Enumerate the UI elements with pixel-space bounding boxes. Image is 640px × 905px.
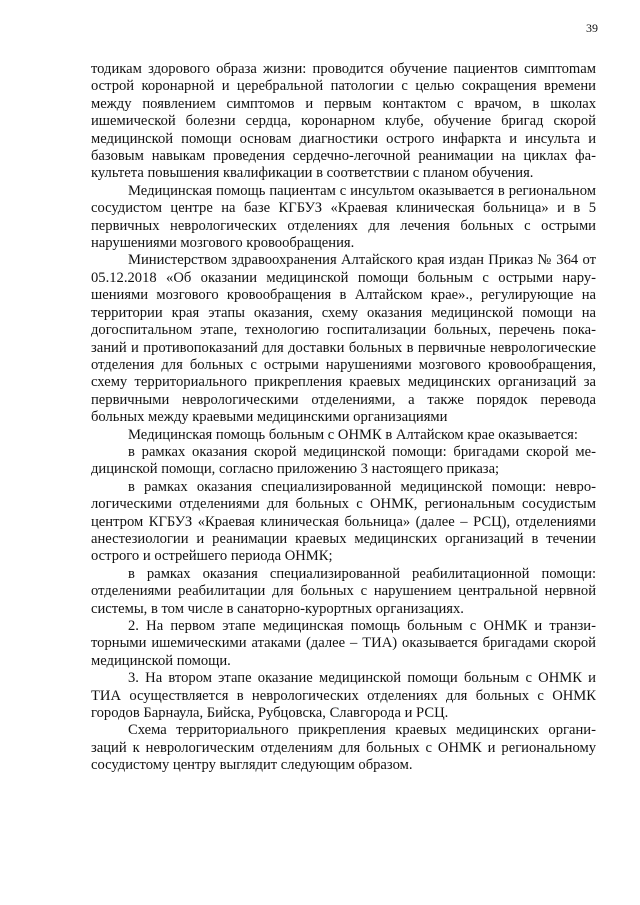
paragraph-order-364: Министерством здравоохранения Алтайского края издан Приказ № 364 от 05.12.2018 «Об оказании медицинской помощи больным с острыми нарушениями мозгового кровообращения в Алтайском крае»., регулирующие на территории края этапы оказания, схему оказания медицинской помощи на догоспитальном этапе, технологию госпитализации больных, перечень показаний и противопоказаний для доставки больных в первичные неврологические отделения для больных с острыми нарушениями мозгового кровообращения, схему территориального прикрепления краевых медицинских организаций за первичными неврологическими отделениями, а также порядок перевода больных между краевыми медицинскими организациями: [91, 252, 596, 426]
paragraph-stroke-center: Медицинская помощь пациентам с инсультом оказывается в региональном сосудистом центре на базе КГБУЗ «Краевая клиническая больница» и в 5 первичных неврологических отделениях для лечения больных с острыми нарушениями мозгового кровообращения.: [91, 182, 596, 252]
paragraph-stage-2: 3. На втором этапе оказание медицинской помощи больным с ОНМК и ТИА осуществляется в неврологических отделениях для больных с ОНМК городов Барнаула, Бийска, Рубцовска, Славгорода и РСЦ.: [91, 670, 596, 722]
paragraph-care-intro: Медицинская помощь больным с ОНМК в Алтайском крае оказывается:: [128, 426, 578, 443]
page-number: 39: [586, 21, 598, 35]
paragraph-continuation: тодикам здорового образа жизни: проводится обучение пациентов симптоmам острой коронарной и церебральной патологии с целью сокращения времени между появлением симптомов и первым контактом с врачом, в школах ишемической болезни сердца, коронарном клубе, обучение бригад скорой медицинской помощи основам диагностики острого инфаркта и инсульта и базовым навыкам проведения сердечно-легочной реанимации на циклах факультета повышения квалификации в соответствии с планом обучения.: [91, 61, 596, 182]
list-item-specialized-care: в рамках оказания специализированной медицинской помощи: неврологическими отделениями для больных с ОНМК, региональным сосудистым центром КГБУЗ «Краевая клиническая больница» (далее – РСЦ), отделениями анестезиологии и реанимации краевых медицинских организаций в течении острого и острейшего периода ОНМК;: [91, 478, 596, 565]
list-item-emergency-care: в рамках оказания скорой медицинской помощи: бригадами скорой медицинской помощи, согласно приложению 3 настоящего приказа;: [91, 443, 596, 478]
document-body: [91, 61, 596, 775]
paragraph-scheme: Схема территориального прикрепления краевых медицинских организаций к неврологическим отделениям для больных с ОНМК и региональному сосудистому центру выглядит следующим образом.: [91, 722, 596, 774]
paragraph-stage-1: 2. На первом этапе медицинская помощь больным с ОНМК и транзиторными ишемическими атаками (далее – ТИА) оказывается бригадами скорой медицинской помощи.: [91, 618, 596, 669]
list-item-rehabilitation: в рамках оказания специализированной реабилитационной помощи: отделениями реабилитации для больных с нарушением центральной нервной системы, в том числе в санаторно-курортных организациях.: [91, 565, 596, 617]
